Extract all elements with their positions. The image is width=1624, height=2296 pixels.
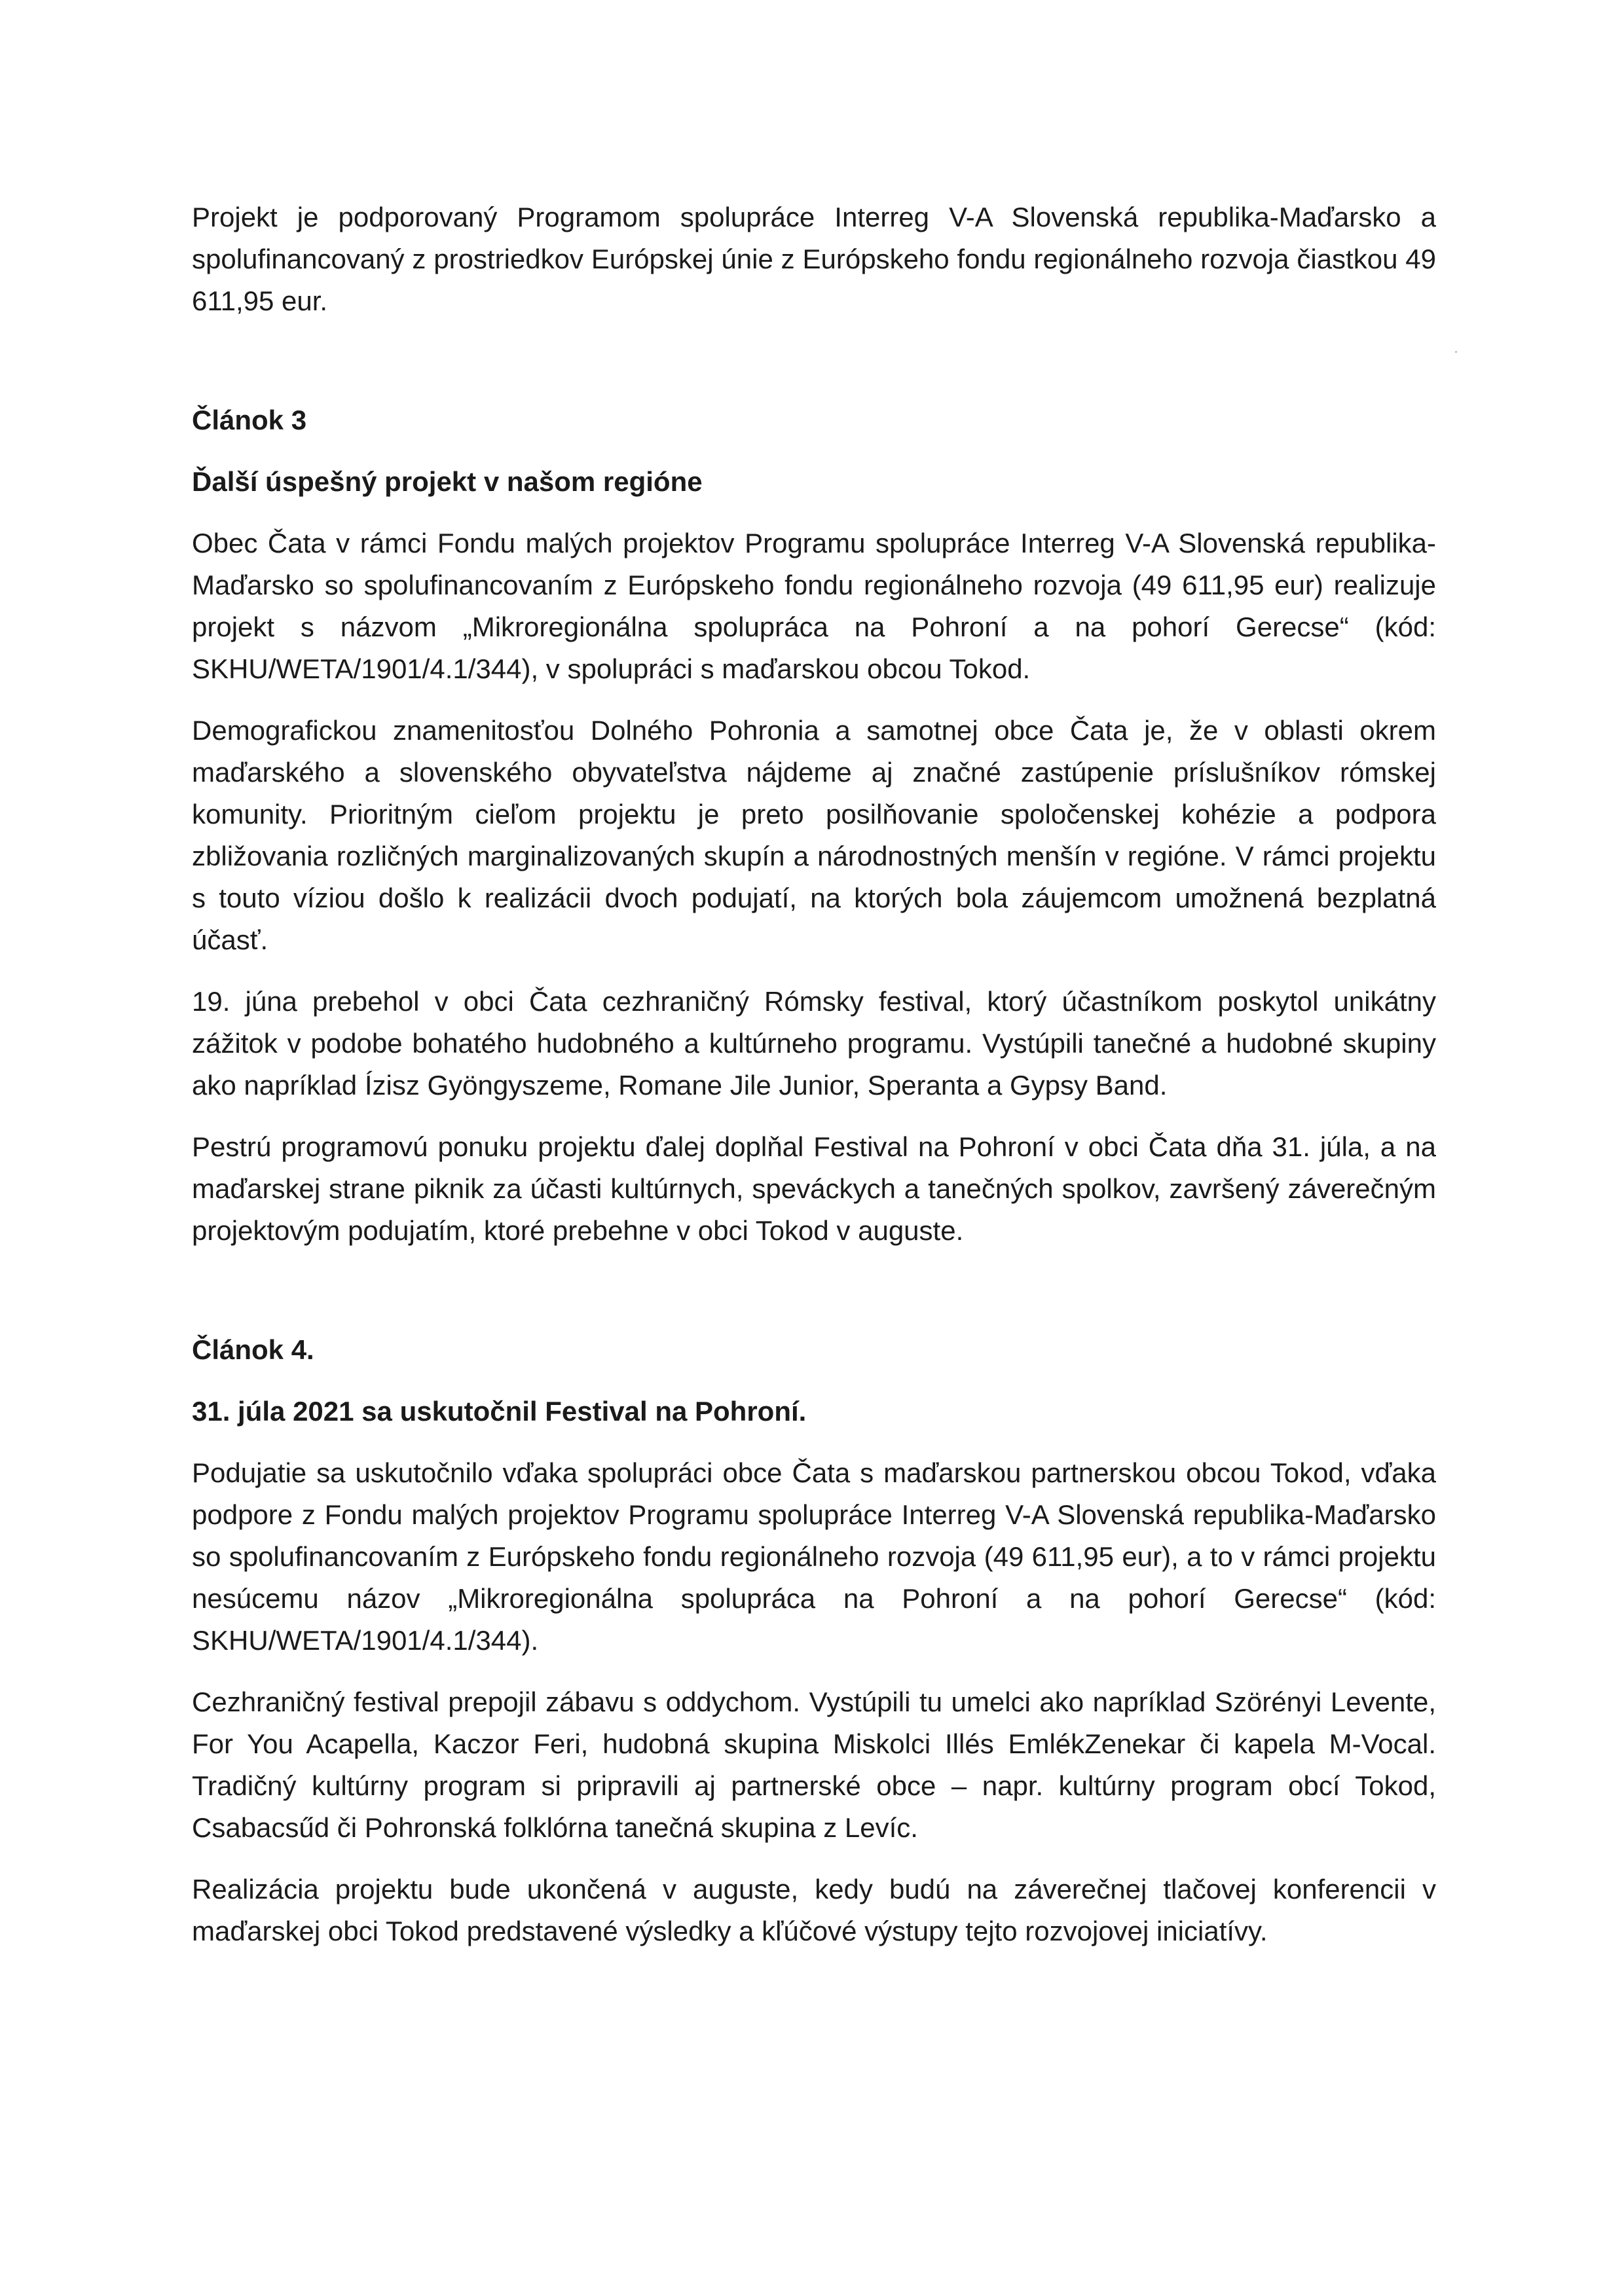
article-3-number: Článok 3 <box>192 405 307 435</box>
document-page <box>192 196 1436 1952</box>
article-3-paragraph-2: Demografickou znamenitosťou Dolného Pohronia a samotnej obce Čata je, že v oblasti okrem maďarského a slovenského obyvateľstva nájdeme aj značné zastúpenie príslušníkov rómskej komunity. Prioritným cieľom projektu je preto posilňovanie spoločenskej kohézie a podpora zbližovania rozličných marginalizovaných skupín a národnostných menšín v regióne. V rámci projektu s touto víziou došlo k realizácii dvoch podujatí, na ktorých bola záujemcom umožnená bezplatná účasť. <box>192 715 1436 955</box>
article-4-title: 31. júla 2021 sa uskutočnil Festival na Pohroní. <box>192 1396 807 1427</box>
scan-speck <box>1455 351 1457 353</box>
article-4-number: Článok 4. <box>192 1334 314 1365</box>
intro-paragraph: Projekt je podporovaný Programom spolupráce Interreg V-A Slovenská republika-Maďarsko a spolufinancovaný z prostriedkov Európskej únie z Európskeho fondu regionálneho rozvoja čiastkou 49 611,95 eur. <box>192 202 1436 316</box>
article-3-title: Ďalší úspešný projekt v našom regióne <box>192 466 703 497</box>
article-4-paragraph-1: Podujatie sa uskutočnilo vďaka spolupráci obce Čata s maďarskou partnerskou obcou Tokod, vďaka podpore z Fondu malých projektov Programu spolupráce Interreg V-A Slovenská republika-Maďarsko so spolufinancovaním z Európskeho fondu regionálneho rozvoja (49 611,95 eur), a to v rámci projektu nesúcemu názov „Mikroregionálna spolupráca na Pohroní a na pohorí Gerecse“ (kód: SKHU/WETA/1901/4.1/344). <box>192 1457 1436 1656</box>
article-4-paragraph-3: Realizácia projektu bude ukončená v auguste, kedy budú na záverečnej tlačovej konferencii v maďarskej obci Tokod predstavené výsledky a kľúčové výstupy tejto rozvojovej iniciatívy. <box>192 1874 1436 1946</box>
article-3-paragraph-1: Obec Čata v rámci Fondu malých projektov Programu spolupráce Interreg V-A Slovenská republika-Maďarsko so spolufinancovaním z Európskeho fondu regionálneho rozvoja (49 611,95 eur) realizuje projekt s názvom „Mikroregionálna spolupráca na Pohroní a na pohorí Gerecse“ (kód: SKHU/WETA/1901/4.1/344), v spolupráci s maďarskou obcou Tokod. <box>192 528 1436 684</box>
article-3-paragraph-3: 19. júna prebehol v obci Čata cezhraničný Rómsky festival, ktorý účastníkom poskytol unikátny zážitok v podobe bohatého hudobného a kultúrneho programu. Vystúpili tanečné a hudobné skupiny ako napríklad Ízisz Gyöngyszeme, Romane Jile Junior, Speranta a Gypsy Band. <box>192 986 1436 1101</box>
article-4-paragraph-2: Cezhraničný festival prepojil zábavu s oddychom. Vystúpili tu umelci ako napríklad Szörényi Levente, For You Acapella, Kaczor Feri, hudobná skupina Miskolci Illés EmlékZenekar či kapela M-Vocal. Tradičný kultúrny program si pripravili aj partnerské obce – napr. kultúrny program obcí Tokod, Csabacsűd či Pohronská folklórna tanečná skupina z Levíc. <box>192 1686 1436 1843</box>
article-3-paragraph-4: Pestrú programovú ponuku projektu ďalej doplňal Festival na Pohroní v obci Čata dňa 31. júla, a na maďarskej strane piknik za účasti kultúrnych, speváckych a tanečných spolkov, završený záverečným projektovým podujatím, ktoré prebehne v obci Tokod v auguste. <box>192 1131 1436 1246</box>
